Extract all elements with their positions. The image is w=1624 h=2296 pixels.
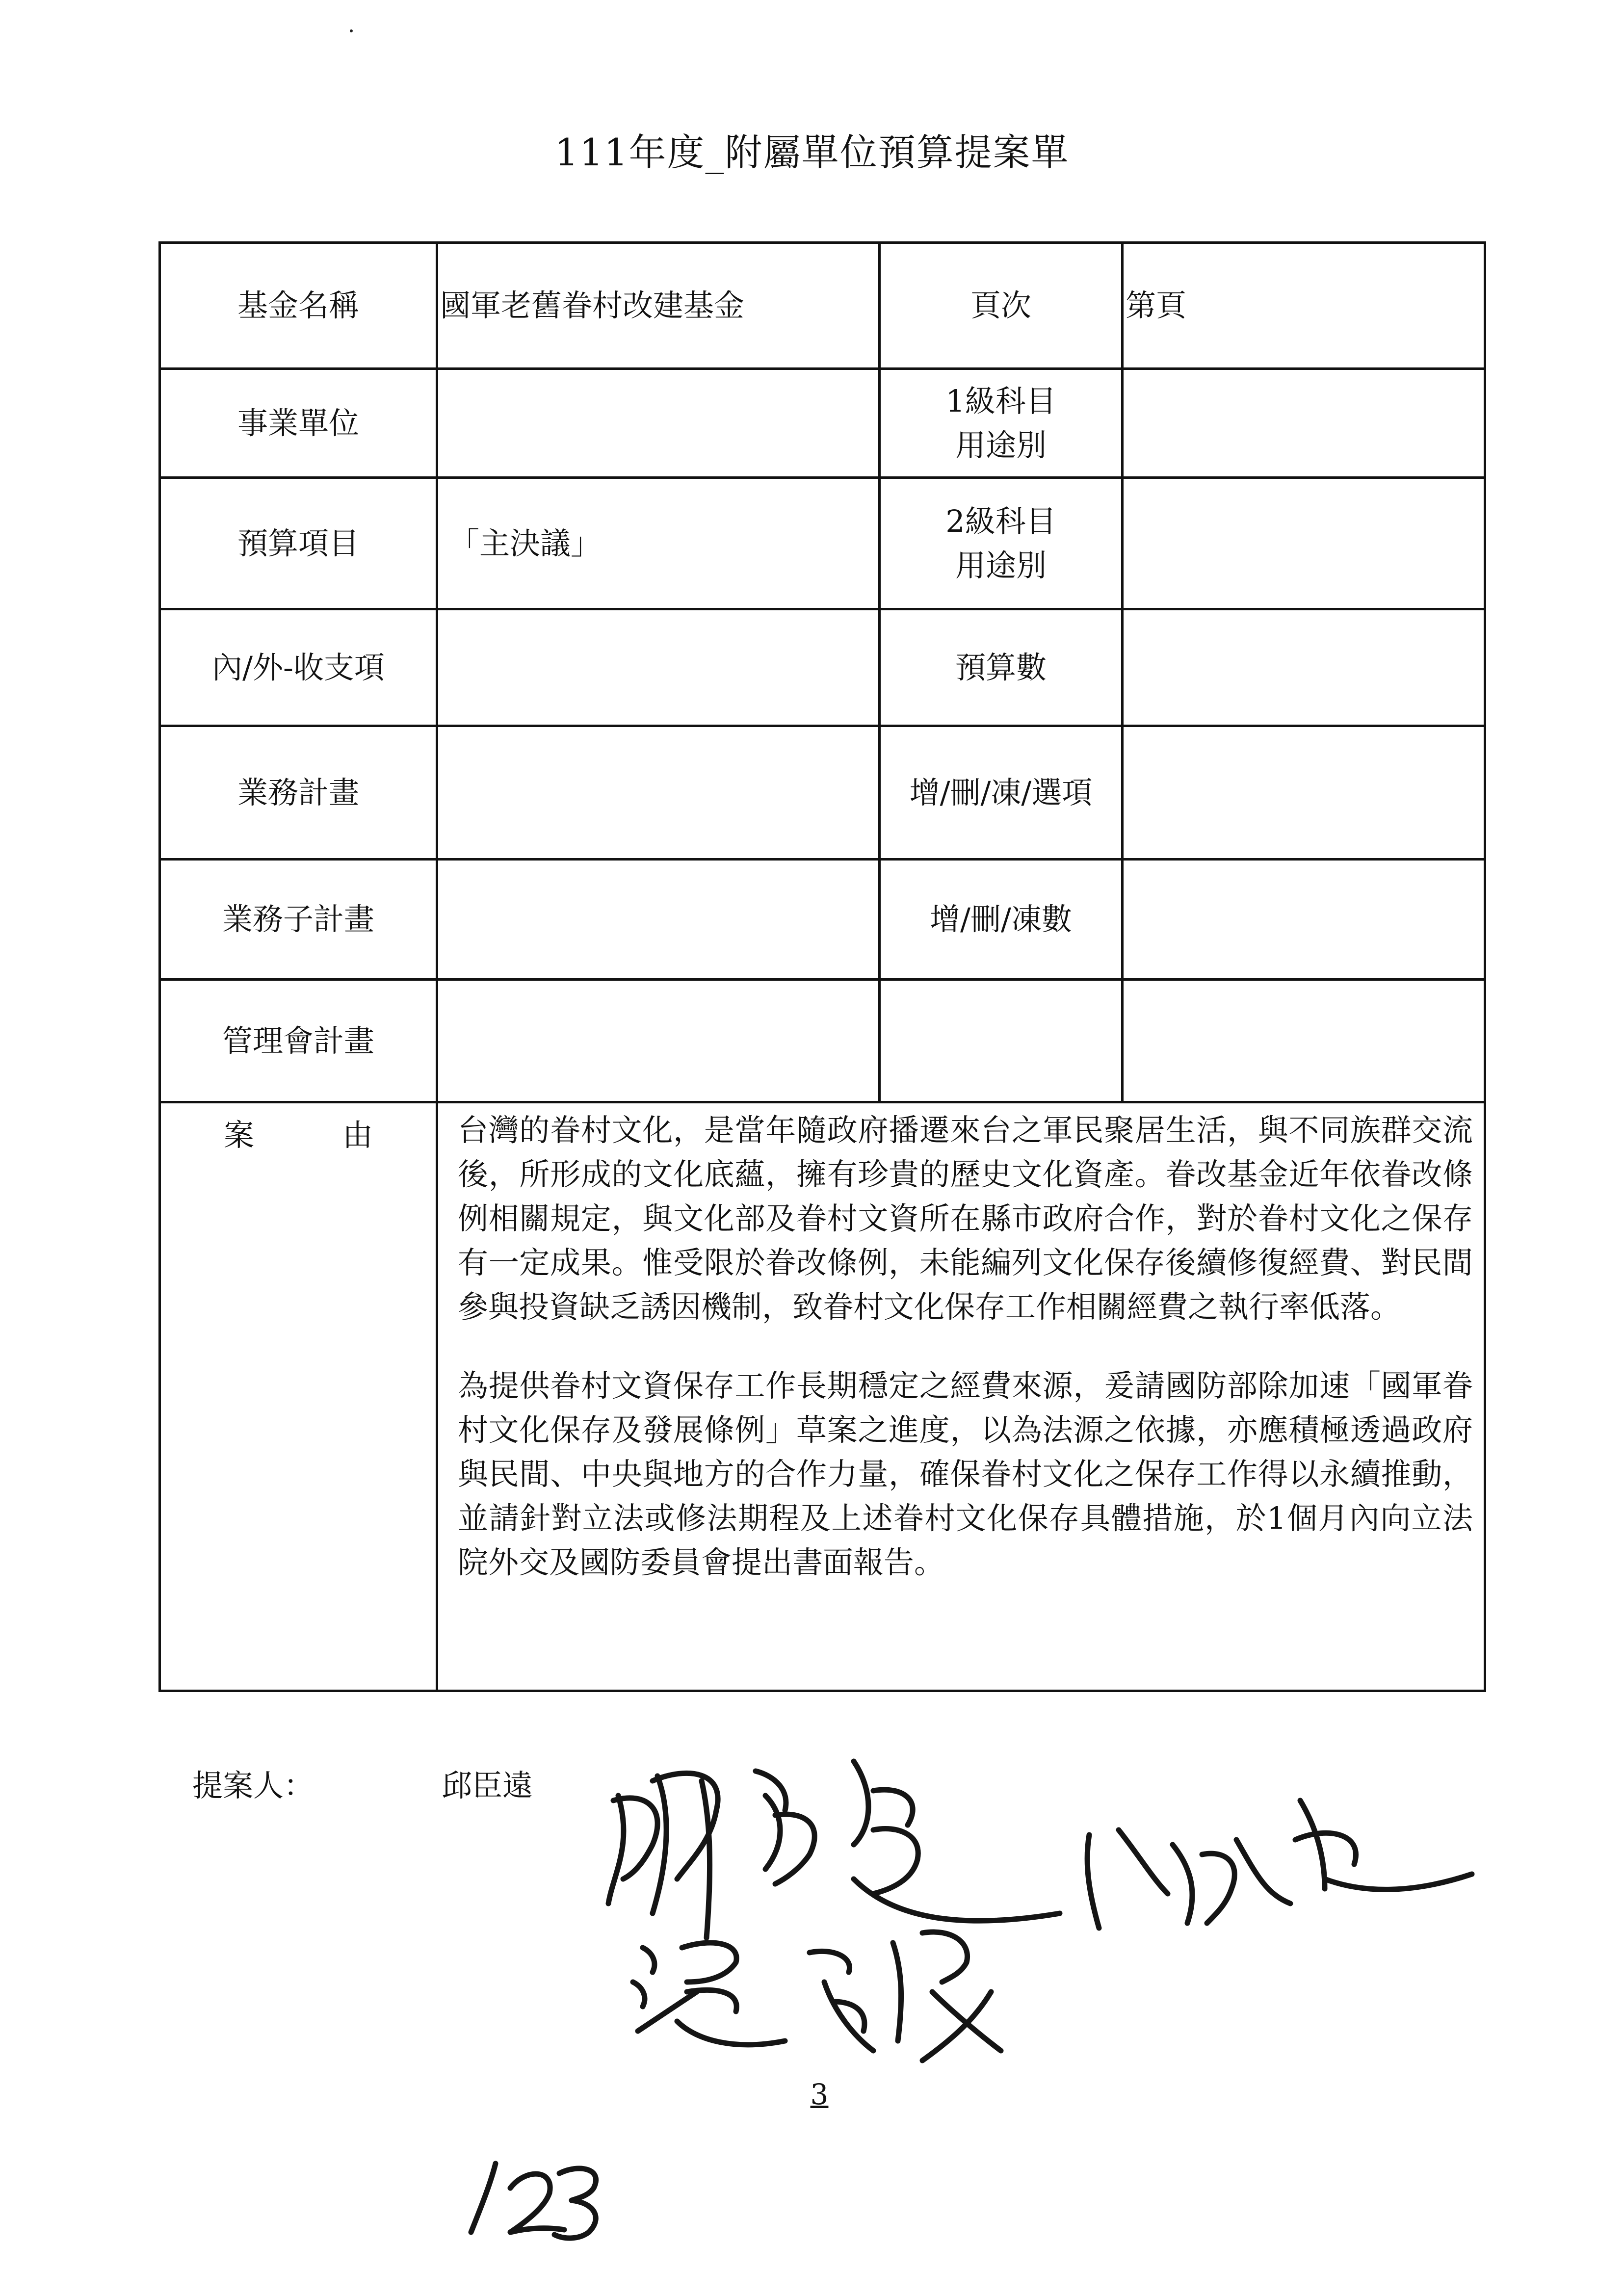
fund-name-label: 基金名稱 (160, 243, 437, 369)
business-subplan-label: 業務子計畫 (160, 860, 437, 980)
management-plan-blank-value (1123, 980, 1485, 1102)
row-business-unit (160, 369, 1485, 478)
fund-name-value: 國軍老舊眷村改建基金 (437, 243, 880, 369)
business-plan-label: 業務計畫 (160, 726, 437, 860)
change-option-label: 增/刪/凍/選項 (880, 726, 1123, 860)
level2-subject-line2: 用途別 (955, 547, 1047, 583)
row-income-expense (160, 609, 1485, 726)
business-plan-value (437, 726, 880, 860)
signature-2 (1087, 1800, 1472, 1928)
budget-amount-label: 預算數 (880, 609, 1123, 726)
management-plan-blank-label (880, 980, 1123, 1102)
proposer-label: 提案人： (192, 1768, 314, 1803)
page-index-value: 第頁 (1123, 243, 1485, 369)
page-index-label: 頁次 (880, 243, 1123, 369)
level1-subject-line2: 用途別 (955, 427, 1047, 463)
row-reason (160, 1102, 1485, 1691)
signature-3 (633, 1932, 1001, 2061)
row-fund-name (160, 243, 1485, 369)
budget-item-label: 預算項目 (160, 478, 437, 609)
management-plan-value (437, 980, 880, 1102)
change-option-value (1123, 726, 1485, 860)
row-budget-item (160, 478, 1485, 609)
change-amount-label: 增/刪/凍數 (880, 860, 1123, 980)
scan-speck (350, 29, 353, 32)
level2-subject-line1: 2級科目 (945, 503, 1056, 539)
reason-paragraph-2: 為提供眷村文資保存工作長期穩定之經費來源，爰請國防部除加速「國軍眷村文化保存及發展條例」草案之進度，以為法源之依據，亦應積極透過政府與民間、中央與地方的合作力量，確保眷村文化之保存工作得以永續推動，並請針對立法或修法期程及上述眷村文化保存具體措施，於1個月內向立法院外交及國防委員會提出書面報告。 (458, 1368, 1473, 1581)
page-number: 3 (810, 2078, 829, 2111)
business-subplan-value (437, 860, 880, 980)
reason-label-text: 案由 (223, 1117, 461, 1153)
reason-text (437, 1102, 1485, 1691)
row-business-plan (160, 726, 1485, 860)
budget-item-value: 「主決議」 (437, 478, 880, 609)
budget-amount-value (1123, 609, 1485, 726)
signature-1 (608, 1761, 1060, 1938)
handwritten-signatures (579, 1717, 1560, 2090)
level1-subject-label (880, 369, 1123, 478)
level1-subject-line1: 1級科目 (945, 383, 1056, 419)
reason-label (160, 1102, 461, 1691)
proposer-name: 邱臣遠 (442, 1768, 533, 1803)
row-management-plan (160, 980, 1485, 1102)
change-amount-value (1123, 860, 1485, 980)
income-expense-value (437, 609, 880, 726)
level2-subject-label (880, 478, 1123, 609)
handwritten-number-123 (456, 2149, 613, 2247)
business-unit-value (437, 369, 880, 478)
page-title: 111年度_附屬單位預算提案單 (554, 130, 1070, 174)
management-plan-label: 管理會計畫 (160, 980, 437, 1102)
row-business-subplan (160, 860, 1485, 980)
proposal-form-table (158, 241, 1486, 1692)
level1-subject-value (1123, 369, 1485, 478)
business-unit-label: 事業單位 (160, 369, 437, 478)
income-expense-label: 內/外-收支項 (160, 609, 437, 726)
reason-paragraph-1: 台灣的眷村文化，是當年隨政府播遷來台之軍民聚居生活，與不同族群交流後，所形成的文化底蘊，擁有珍貴的歷史文化資產。眷改基金近年依眷改條例相關規定，與文化部及眷村文資所在縣市政府合作，對於眷村文化之保存有一定成果。惟受限於眷改條例，未能編列文化保存後續修復經費、對民間參與投資缺乏誘因機制，致眷村文化保存工作相關經費之執行率低落。 (458, 1112, 1473, 1325)
level2-subject-value (1123, 478, 1485, 609)
